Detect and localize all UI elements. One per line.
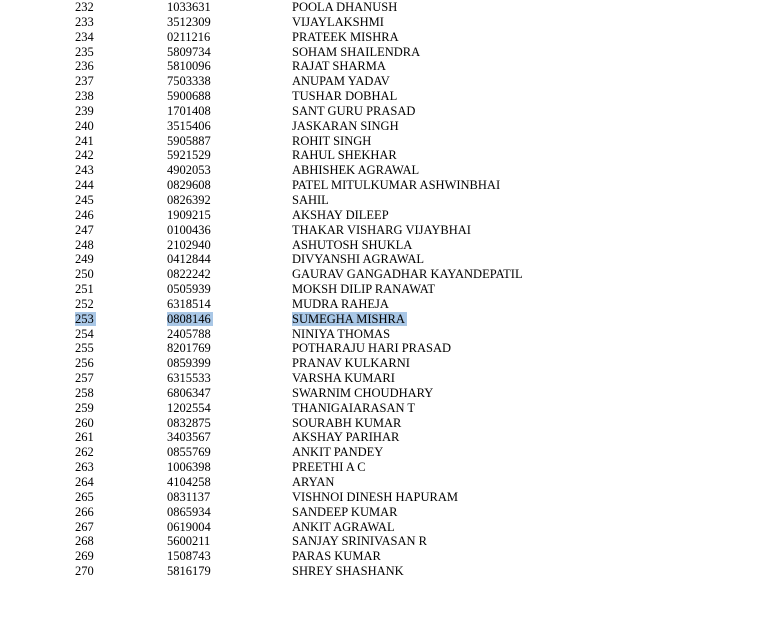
table-row — [0, 134, 775, 149]
rank-cell — [75, 45, 94, 60]
table-row — [0, 356, 775, 371]
roll-number-cell — [167, 15, 211, 30]
roll-number-cell — [167, 0, 211, 15]
candidate-name-cell — [292, 193, 329, 208]
candidate-name-cell-text: PARAS KUMAR — [292, 549, 381, 564]
candidate-name-cell — [292, 327, 390, 342]
candidate-name-cell-text: SUMEGHA MISHRA — [292, 311, 405, 326]
table-row — [0, 475, 775, 490]
roll-number-cell-text: 0855769 — [167, 445, 211, 460]
candidate-name-cell-text: RAHUL SHEKHAR — [292, 148, 397, 163]
roll-number-cell-text: 5921529 — [167, 148, 211, 163]
rank-cell — [75, 401, 94, 416]
rank-cell — [75, 490, 94, 505]
roll-number-cell-text: 0822242 — [167, 267, 211, 282]
table-row — [0, 59, 775, 74]
rank-cell — [75, 59, 94, 74]
table-row — [0, 341, 775, 356]
roll-number-cell-text: 1909215 — [167, 207, 211, 222]
roll-number-cell-text: 5900688 — [167, 89, 211, 104]
candidate-name-cell — [292, 119, 399, 134]
roll-number-cell — [167, 401, 211, 416]
table-row — [0, 386, 775, 401]
roll-number-cell-text: 0211216 — [167, 29, 211, 44]
rank-cell-text: 251 — [75, 282, 94, 297]
candidate-name-cell-text: GAURAV GANGADHAR KAYANDEPATIL — [292, 267, 523, 282]
candidate-name-cell — [292, 297, 389, 312]
rank-cell — [75, 520, 94, 535]
roll-number-cell — [167, 104, 211, 119]
roll-number-cell-text: 0859399 — [167, 356, 211, 371]
table-row — [0, 282, 775, 297]
rank-cell-text: 244 — [75, 178, 94, 193]
rank-cell — [75, 327, 94, 342]
rank-cell-text: 233 — [75, 14, 94, 29]
rank-cell-text: 264 — [75, 475, 94, 489]
rank-cell — [75, 74, 94, 89]
rank-cell — [75, 0, 94, 15]
roll-number-cell — [167, 327, 211, 342]
candidate-name-cell — [292, 148, 397, 163]
roll-number-cell-text: 4104258 — [167, 475, 211, 489]
table-row — [0, 549, 775, 564]
roll-number-cell — [167, 74, 211, 89]
rank-cell-text: 239 — [75, 103, 94, 118]
rank-cell — [75, 30, 94, 45]
rank-cell — [75, 282, 94, 297]
roll-number-cell-text: 0100436 — [167, 222, 211, 237]
roll-number-cell-text: 6806347 — [167, 385, 211, 400]
roll-number-cell — [167, 134, 211, 149]
candidate-name-cell — [292, 505, 397, 520]
roll-number-cell — [167, 460, 211, 475]
table-row — [0, 0, 775, 15]
table-row — [0, 15, 775, 30]
roll-number-cell — [167, 45, 211, 60]
rank-cell — [75, 208, 94, 223]
table-row — [0, 45, 775, 60]
candidate-name-cell — [292, 371, 395, 386]
roll-number-cell-text: 2405788 — [167, 326, 211, 341]
roll-number-cell-text: 0619004 — [167, 519, 211, 534]
roll-number-cell — [167, 341, 211, 356]
candidate-name-cell — [292, 30, 399, 45]
roll-number-cell — [167, 223, 211, 238]
roll-number-cell — [167, 445, 211, 460]
candidate-name-cell-text: PRANAV KULKARNI — [292, 356, 410, 371]
candidate-name-cell — [292, 416, 401, 431]
candidate-name-cell-text: POTHARAJU HARI PRASAD — [292, 341, 452, 356]
candidate-name-cell — [292, 134, 371, 149]
candidate-name-cell-text: ASHUTOSH SHUKLA — [292, 237, 413, 252]
candidate-name-cell-text: ROHIT SINGH — [292, 133, 372, 148]
candidate-name-cell-text: AKSHAY PARIHAR — [292, 430, 400, 445]
table-row — [0, 564, 775, 579]
table-row — [0, 505, 775, 520]
table-row — [0, 267, 775, 282]
candidate-name-cell-text: MUDRA RAHEJA — [292, 296, 389, 311]
rank-cell — [75, 148, 94, 163]
rank-cell — [75, 223, 94, 238]
table-row — [0, 163, 775, 178]
roll-number-cell-text: 4902053 — [167, 163, 211, 178]
rank-cell-text: 265 — [75, 489, 94, 504]
candidate-name-cell-text: PATEL MITULKUMAR ASHWINBHAI — [292, 178, 501, 193]
candidate-name-cell-text: ANUPAM YADAV — [292, 74, 390, 89]
candidate-name-cell-text: ARYAN — [292, 475, 335, 489]
candidate-name-cell — [292, 312, 407, 327]
candidate-name-cell — [292, 460, 366, 475]
rank-cell-text: 236 — [75, 59, 94, 74]
rank-cell — [75, 119, 94, 134]
candidate-name-cell-text: SAHIL — [292, 192, 329, 207]
candidate-name-cell-text: SOHAM SHAILENDRA — [292, 44, 421, 59]
candidate-name-cell — [292, 564, 404, 579]
roll-number-cell — [167, 490, 210, 505]
table-row — [0, 74, 775, 89]
rank-cell — [75, 371, 94, 386]
roll-number-cell-text: 5905887 — [167, 133, 211, 148]
candidate-name-cell-text: NINIYA THOMAS — [292, 326, 391, 341]
candidate-name-cell — [292, 15, 384, 30]
roll-number-cell — [167, 534, 210, 549]
roll-number-cell-text: 0865934 — [167, 504, 211, 519]
table-row — [0, 430, 775, 445]
roll-number-cell-text: 0826392 — [167, 192, 211, 207]
roll-number-cell — [167, 564, 211, 579]
rank-cell — [75, 134, 94, 149]
candidate-name-cell-text: THANIGAIARASAN T — [292, 400, 416, 415]
roll-number-cell — [167, 193, 211, 208]
rank-cell-text: 235 — [75, 44, 94, 59]
candidate-name-cell-text: MOKSH DILIP RANAWAT — [292, 282, 435, 297]
rank-cell — [75, 430, 94, 445]
roll-number-cell-text: 3403567 — [167, 430, 211, 445]
table-row — [0, 252, 775, 267]
rank-cell — [75, 534, 94, 549]
rank-cell — [75, 193, 94, 208]
candidate-name-cell — [292, 549, 381, 564]
roll-number-cell-text: 5810096 — [167, 59, 211, 74]
candidate-name-cell-text: DIVYANSHI AGRAWAL — [292, 252, 424, 267]
rank-cell — [75, 89, 94, 104]
rank-cell — [75, 312, 96, 327]
table-row — [0, 371, 775, 386]
roll-number-cell — [167, 178, 211, 193]
table-row — [0, 193, 775, 208]
roll-number-cell-text: 2102940 — [167, 237, 211, 252]
roll-number-cell — [167, 119, 211, 134]
rank-cell-text: 237 — [75, 74, 94, 89]
roll-number-cell-text: 0832875 — [167, 415, 211, 430]
candidate-name-cell — [292, 178, 500, 193]
rank-cell — [75, 252, 94, 267]
rank-cell-text: 248 — [75, 237, 94, 252]
rank-cell — [75, 267, 94, 282]
candidate-name-cell — [292, 163, 419, 178]
roll-number-cell-text: 3512309 — [167, 14, 211, 29]
rank-cell — [75, 104, 94, 119]
rank-cell-text: 250 — [75, 267, 94, 282]
rank-cell-text: 263 — [75, 460, 94, 475]
roll-number-cell-text: 0808146 — [167, 311, 211, 326]
rank-cell-text: 258 — [75, 385, 94, 400]
rank-cell-text: 269 — [75, 549, 94, 564]
table-row — [0, 223, 775, 238]
table-row — [0, 534, 775, 549]
table-row — [0, 327, 775, 342]
candidate-name-cell — [292, 401, 415, 416]
table-row — [0, 460, 775, 475]
candidate-name-cell — [292, 475, 334, 490]
candidate-name-cell — [292, 238, 412, 253]
roll-number-cell-text: 6315533 — [167, 371, 211, 386]
rank-cell — [75, 549, 94, 564]
candidate-name-cell-text: PREETHI A C — [292, 460, 366, 475]
rank-cell — [75, 416, 94, 431]
candidate-name-cell-text: ANKIT AGRAWAL — [292, 519, 395, 534]
candidate-name-cell — [292, 490, 458, 505]
candidate-name-cell-text: SANDEEP KUMAR — [292, 504, 398, 519]
rank-cell — [75, 15, 94, 30]
rank-cell — [75, 163, 94, 178]
table-row — [0, 312, 775, 327]
rank-cell-text: 266 — [75, 504, 94, 519]
rank-cell-text: 247 — [75, 222, 94, 237]
roll-number-cell-text: 0829608 — [167, 178, 211, 193]
roll-number-cell — [167, 282, 211, 297]
candidate-name-cell — [292, 386, 433, 401]
candidate-name-cell-text: VIJAYLAKSHMI — [292, 14, 384, 29]
table-row — [0, 208, 775, 223]
rank-cell-text: 254 — [75, 326, 94, 341]
roll-number-cell-text: 7503338 — [167, 74, 211, 89]
candidate-name-cell-text: SOURABH KUMAR — [292, 415, 402, 430]
roll-number-cell-text: 1202554 — [167, 400, 211, 415]
table-row — [0, 148, 775, 163]
rank-cell — [75, 386, 94, 401]
roll-number-cell-text: 1033631 — [167, 0, 211, 14]
roll-number-cell — [167, 238, 211, 253]
roll-number-cell — [167, 520, 211, 535]
table-row — [0, 416, 775, 431]
rank-cell-text: 253 — [75, 311, 94, 326]
candidate-name-cell-text: ANKIT PANDEY — [292, 445, 384, 460]
rank-cell-text: 252 — [75, 296, 94, 311]
rank-cell-text: 256 — [75, 356, 94, 371]
rank-cell — [75, 356, 94, 371]
candidate-name-cell-text: AKSHAY DILEEP — [292, 207, 389, 222]
candidate-name-cell — [292, 445, 383, 460]
roll-number-cell — [167, 549, 211, 564]
candidate-name-cell — [292, 534, 427, 549]
table-row — [0, 30, 775, 45]
roll-number-cell — [167, 252, 211, 267]
rank-cell-text: 259 — [75, 400, 94, 415]
roll-number-cell — [167, 30, 210, 45]
candidate-name-cell — [292, 252, 424, 267]
candidate-name-cell-text: SANJAY SRINIVASAN R — [292, 534, 427, 549]
rank-cell-text: 246 — [75, 207, 94, 222]
rank-cell — [75, 564, 94, 579]
rank-cell — [75, 178, 94, 193]
roll-number-cell — [167, 267, 211, 282]
candidate-name-cell — [292, 59, 386, 74]
roll-number-cell — [167, 505, 211, 520]
candidate-name-cell-text: PRATEEK MISHRA — [292, 29, 399, 44]
candidate-name-cell — [292, 341, 451, 356]
candidate-name-cell — [292, 0, 397, 15]
candidate-name-cell — [292, 208, 389, 223]
rank-cell — [75, 460, 94, 475]
candidate-name-cell-text: THAKAR VISHARG VIJAYBHAI — [292, 222, 471, 237]
roll-number-cell — [167, 59, 211, 74]
roll-number-cell — [167, 475, 211, 490]
roll-number-cell — [167, 356, 211, 371]
rank-cell — [75, 238, 94, 253]
candidate-name-cell-text: SWARNIM CHOUDHARY — [292, 385, 434, 400]
rank-cell-text: 255 — [75, 341, 94, 356]
roll-number-cell — [167, 148, 211, 163]
rank-cell-text: 243 — [75, 163, 94, 178]
roll-number-cell — [167, 430, 211, 445]
candidate-name-cell — [292, 430, 399, 445]
table-row — [0, 401, 775, 416]
table-row — [0, 490, 775, 505]
rank-cell-text: 268 — [75, 534, 94, 549]
roll-number-cell — [167, 416, 211, 431]
rank-cell — [75, 297, 94, 312]
roll-number-cell — [167, 208, 211, 223]
rank-cell — [75, 445, 94, 460]
roll-number-cell — [167, 312, 213, 327]
roll-number-cell — [167, 163, 211, 178]
rank-cell-text: 267 — [75, 519, 94, 534]
candidate-name-cell-text: RAJAT SHARMA — [292, 59, 386, 74]
rank-cell-text: 260 — [75, 415, 94, 430]
rank-cell-text: 238 — [75, 89, 94, 104]
candidate-name-cell — [292, 282, 435, 297]
candidate-name-cell — [292, 45, 420, 60]
roll-number-cell-text: 8201769 — [167, 341, 211, 356]
rank-cell-text: 242 — [75, 148, 94, 163]
candidate-name-cell-text: VARSHA KUMARI — [292, 371, 395, 386]
candidate-name-cell — [292, 104, 415, 119]
roll-number-cell-text: 0831137 — [167, 489, 211, 504]
table-row — [0, 297, 775, 312]
roll-number-cell — [167, 297, 211, 312]
table-row — [0, 89, 775, 104]
rank-cell-text: 249 — [75, 252, 94, 267]
rank-cell-text: 270 — [75, 564, 94, 579]
rank-cell-text: 234 — [75, 29, 94, 44]
rank-cell-text: 262 — [75, 445, 94, 460]
candidate-name-cell — [292, 223, 471, 238]
rank-cell-text: 241 — [75, 133, 94, 148]
candidate-name-cell-text: SANT GURU PRASAD — [292, 103, 416, 118]
candidate-name-cell — [292, 520, 395, 535]
rank-cell — [75, 475, 94, 490]
rank-cell-text: 257 — [75, 371, 94, 386]
roll-number-cell — [167, 386, 211, 401]
candidate-name-cell-text: ABHISHEK AGRAWAL — [292, 163, 420, 178]
candidate-name-cell — [292, 267, 523, 282]
rank-cell — [75, 341, 94, 356]
roll-number-cell-text: 5809734 — [167, 44, 211, 59]
candidate-name-cell — [292, 356, 410, 371]
table-row — [0, 178, 775, 193]
candidate-name-cell-text: TUSHAR DOBHAL — [292, 89, 398, 104]
table-row — [0, 520, 775, 535]
roll-number-cell-text: 0412844 — [167, 252, 211, 267]
rank-cell — [75, 505, 94, 520]
candidate-name-cell — [292, 89, 397, 104]
roll-number-cell — [167, 89, 211, 104]
roll-number-cell-text: 1006398 — [167, 460, 211, 475]
table-row — [0, 119, 775, 134]
rank-cell-text: 232 — [75, 0, 94, 14]
candidate-name-cell — [292, 74, 390, 89]
roll-number-cell-text: 1701408 — [167, 103, 211, 118]
candidate-name-cell-text: SHREY SHASHANK — [292, 564, 404, 579]
roll-number-cell-text: 5816179 — [167, 564, 211, 579]
roll-number-cell-text: 3515406 — [167, 118, 211, 133]
roll-number-cell — [167, 371, 211, 386]
rank-cell-text: 240 — [75, 118, 94, 133]
table-row — [0, 238, 775, 253]
candidate-name-cell-text: JASKARAN SINGH — [292, 118, 399, 133]
candidate-name-cell-text: VISHNOI DINESH HAPURAM — [292, 489, 458, 504]
table-row — [0, 104, 775, 119]
roll-number-cell-text: 0505939 — [167, 282, 211, 297]
rank-cell-text: 261 — [75, 430, 94, 445]
rank-cell-text: 245 — [75, 192, 94, 207]
candidate-name-cell-text: POOLA DHANUSH — [292, 0, 398, 14]
table-row — [0, 445, 775, 460]
roll-number-cell-text: 6318514 — [167, 296, 211, 311]
roll-number-cell-text: 1508743 — [167, 549, 211, 564]
roll-number-cell-text: 5600211 — [167, 534, 211, 549]
